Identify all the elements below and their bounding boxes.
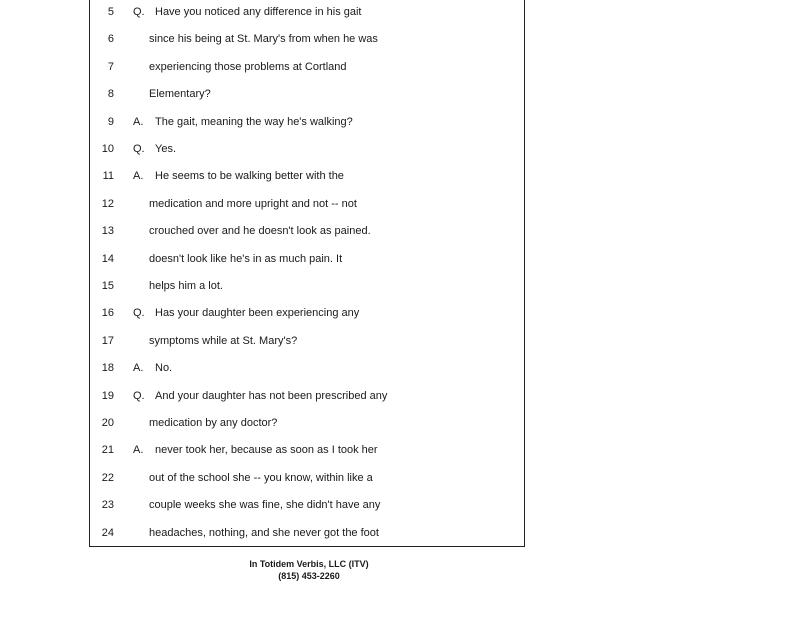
line-number: 17 xyxy=(101,335,114,347)
transcript-line xyxy=(90,306,526,333)
line-number: 13 xyxy=(101,225,114,237)
transcript-line xyxy=(90,334,526,361)
line-number: 19 xyxy=(101,390,114,402)
line-number: 21 xyxy=(101,444,114,456)
page-footer xyxy=(209,558,409,582)
line-number: 8 xyxy=(107,88,114,100)
speaker-label: A. xyxy=(133,170,144,182)
transcript-line xyxy=(90,224,526,251)
transcript-line xyxy=(90,526,526,553)
line-number: 22 xyxy=(101,472,114,484)
line-number: 15 xyxy=(101,280,114,292)
line-text: helps him a lot. xyxy=(149,280,223,292)
line-number: 16 xyxy=(101,307,114,319)
line-text: medication and more upright and not -- not xyxy=(149,198,357,210)
line-text: He seems to be walking better with the xyxy=(155,170,344,182)
speaker-label: A. xyxy=(133,362,144,374)
line-text: Elementary? xyxy=(149,88,211,100)
line-text: Have you noticed any difference in his gait xyxy=(155,6,362,18)
transcript-page xyxy=(89,0,525,547)
transcript-line xyxy=(90,498,526,525)
transcript-line xyxy=(90,252,526,279)
footer-phone: (815) 453-2260 xyxy=(278,571,340,581)
speaker-label: A. xyxy=(133,444,144,456)
line-text: Yes. xyxy=(155,143,177,155)
line-number: 10 xyxy=(101,143,114,155)
transcript-line xyxy=(90,471,526,498)
line-number: 18 xyxy=(101,362,114,374)
line-number: 9 xyxy=(107,116,114,128)
speaker-label: Q. xyxy=(133,143,145,155)
transcript-line xyxy=(90,389,526,416)
line-text: The gait, meaning the way he's walking? xyxy=(155,116,353,128)
line-text: since his being at St. Mary's from when he was xyxy=(149,33,378,45)
transcript-line xyxy=(90,197,526,224)
transcript-line xyxy=(90,32,526,59)
line-number: 6 xyxy=(107,33,114,45)
transcript-line xyxy=(90,416,526,443)
transcript-line xyxy=(90,279,526,306)
transcript-line xyxy=(90,443,526,470)
line-number: 23 xyxy=(101,499,114,511)
line-number: 11 xyxy=(102,170,114,182)
line-number: 14 xyxy=(101,253,114,265)
line-text: Has your daughter been experiencing any xyxy=(155,307,360,319)
line-number: 24 xyxy=(101,527,114,539)
line-text: And your daughter has not been prescribed any xyxy=(155,390,388,402)
line-number: 12 xyxy=(101,198,114,210)
speaker-label: Q. xyxy=(133,307,145,319)
line-text: experiencing those problems at Cortland xyxy=(149,61,347,73)
line-text: medication by any doctor? xyxy=(149,417,278,429)
line-text: out of the school she -- you know, within like a xyxy=(149,472,373,484)
line-number: 7 xyxy=(107,61,114,73)
transcript-line xyxy=(90,361,526,388)
speaker-label: Q. xyxy=(133,390,145,402)
line-text: No. xyxy=(155,362,173,374)
line-text: headaches, nothing, and she never got the foot xyxy=(149,527,379,539)
line-text: never took her, because as soon as I took her xyxy=(155,444,378,456)
transcript-line xyxy=(90,115,526,142)
speaker-label: A. xyxy=(133,116,144,128)
line-number: 20 xyxy=(101,417,114,429)
line-text: crouched over and he doesn't look as pained. xyxy=(149,225,371,237)
transcript-line xyxy=(90,142,526,169)
line-text: symptoms while at St. Mary's? xyxy=(149,335,298,347)
footer-company: In Totidem Verbis, LLC (ITV) xyxy=(249,559,369,569)
line-text: doesn't look like he's in as much pain. It xyxy=(149,253,343,265)
transcript-line xyxy=(90,5,526,32)
transcript-line xyxy=(90,169,526,196)
speaker-label: Q. xyxy=(133,6,145,18)
transcript-line xyxy=(90,87,526,114)
line-text: couple weeks she was fine, she didn't have any xyxy=(149,499,381,511)
transcript-line xyxy=(90,60,526,87)
line-number: 5 xyxy=(107,6,114,18)
